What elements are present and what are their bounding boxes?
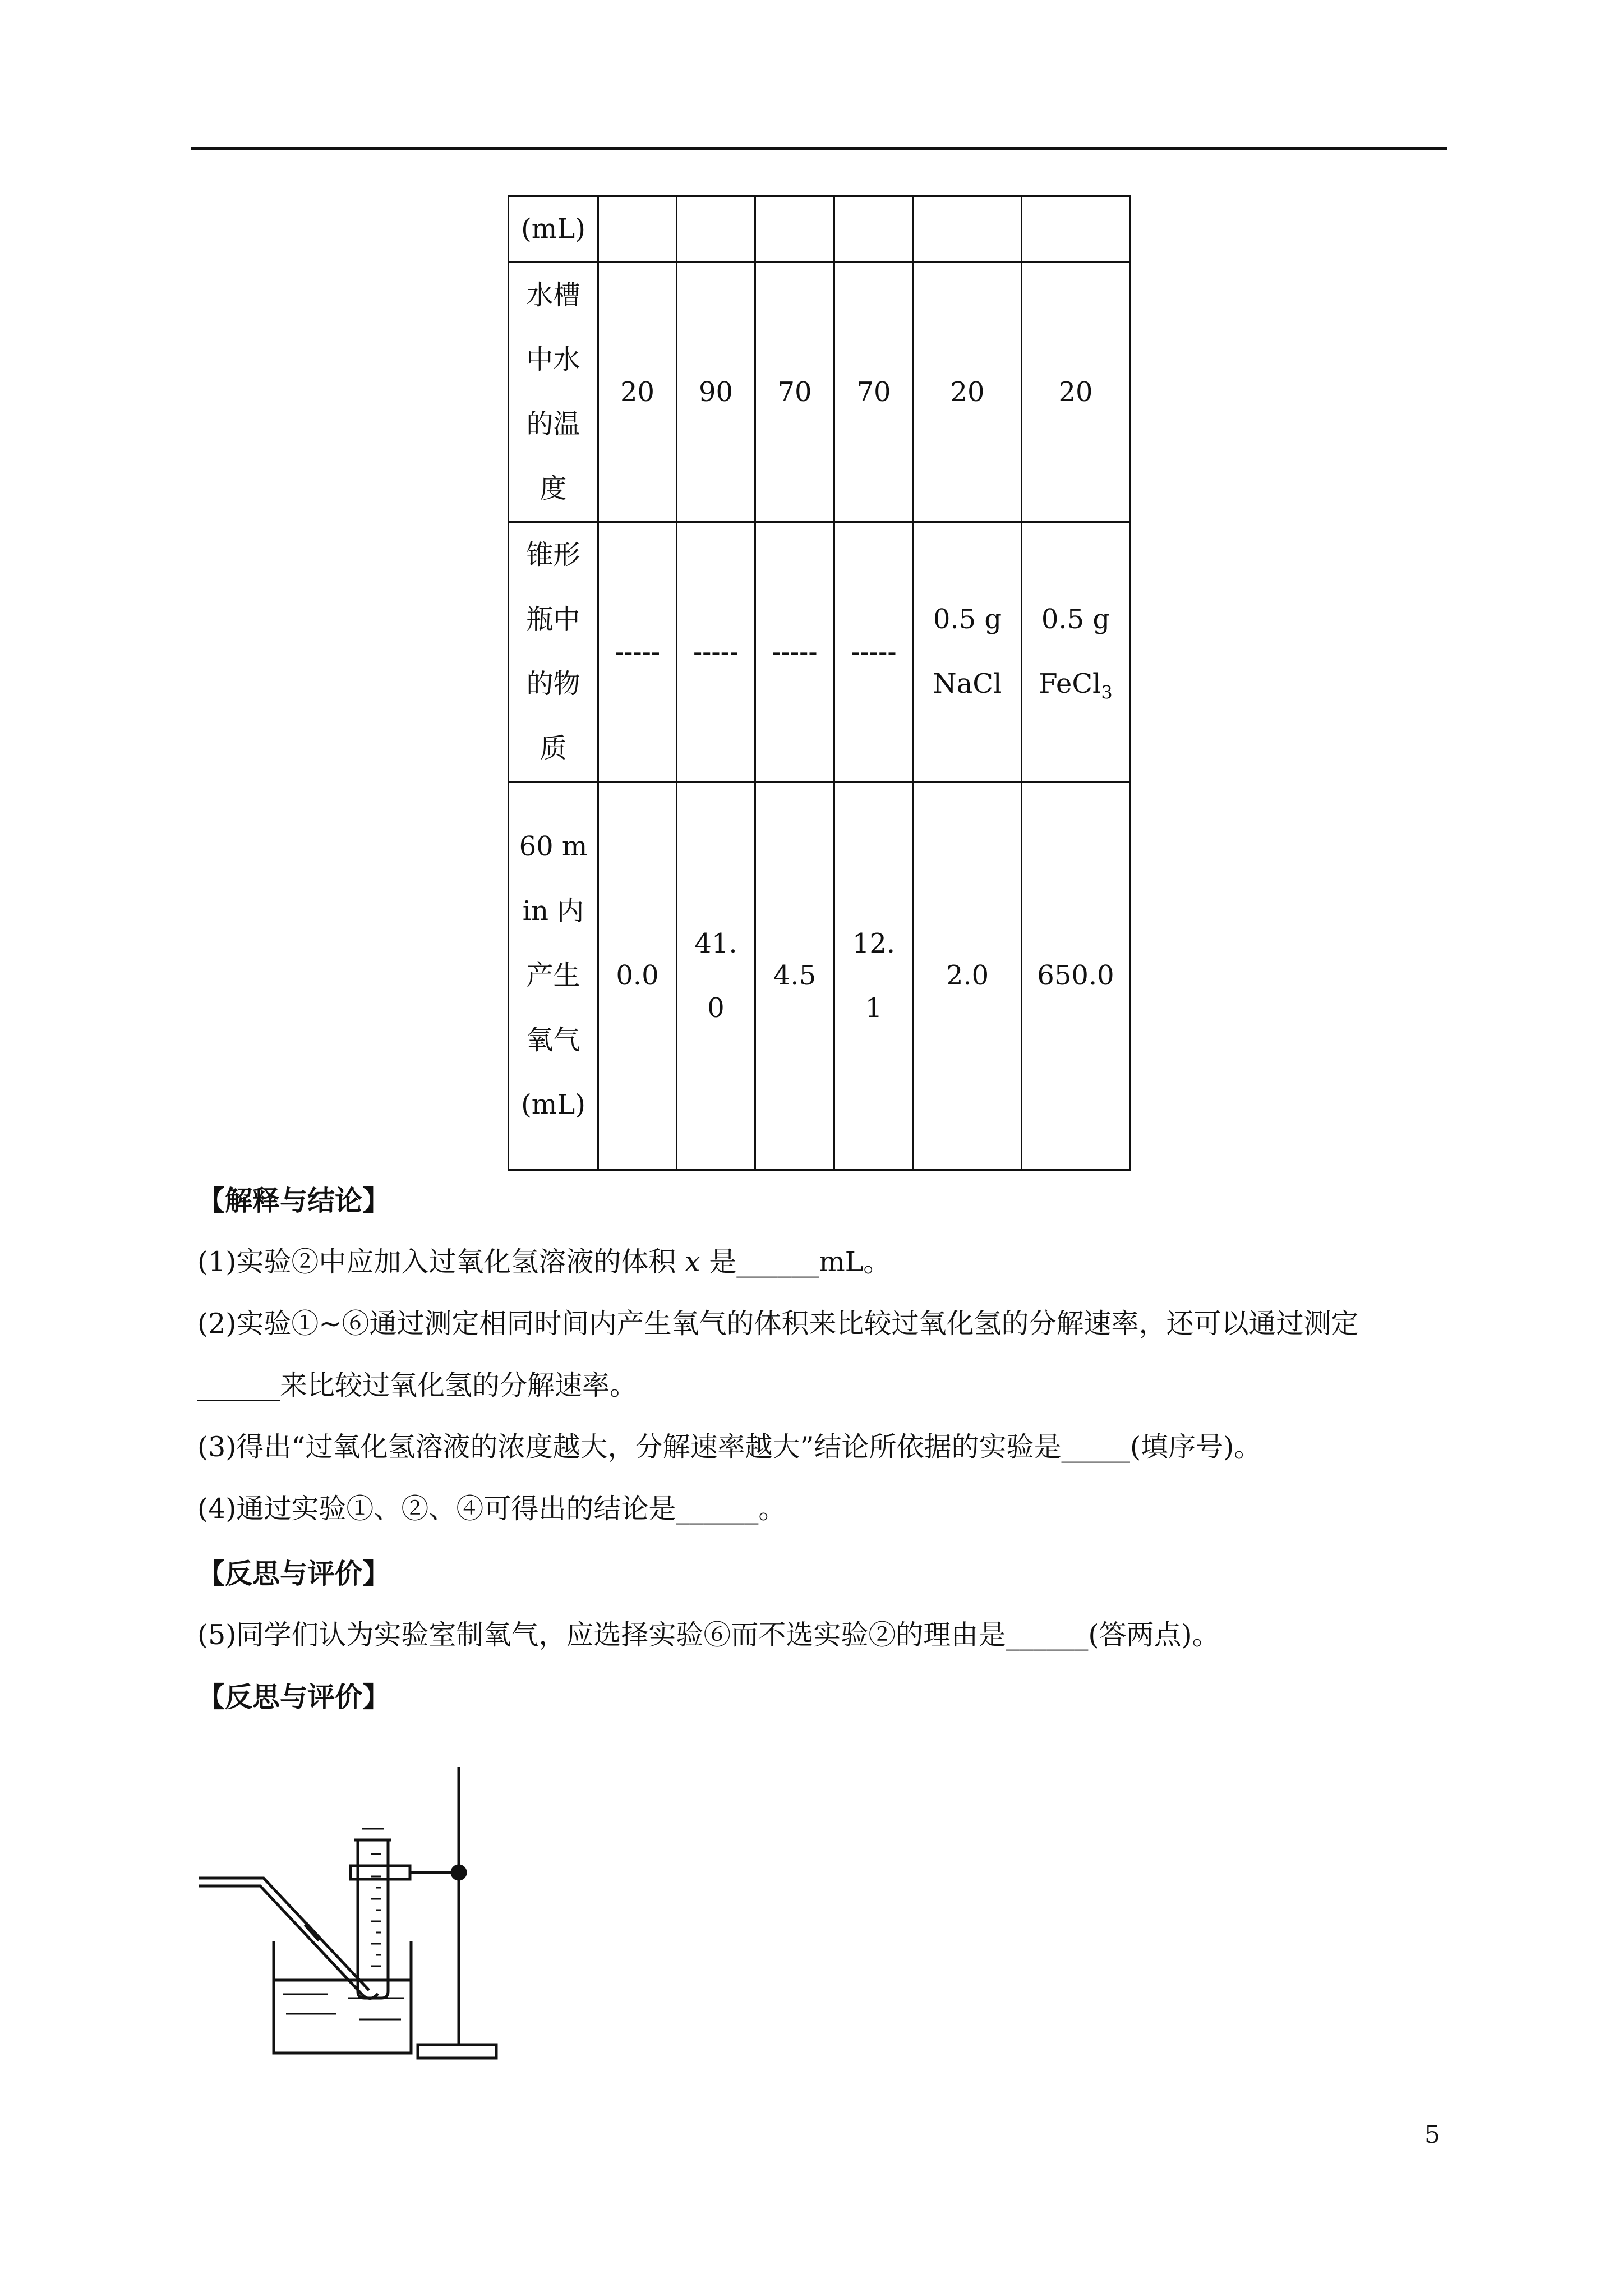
table-cell: 4.5: [755, 782, 834, 1170]
question-1-blank: 是______mL。: [700, 1246, 891, 1278]
table-cell: [1022, 522, 1130, 782]
graduated-cylinder: [358, 1840, 388, 1998]
table-cell: 41.0: [677, 782, 755, 1170]
section-heading-reflection: 【反思与评价】: [197, 1557, 390, 1590]
section-heading-conclusion: 【解释与结论】: [197, 1184, 390, 1217]
table-cell: -----: [834, 522, 914, 782]
question-5: (5)同学们认为实验室制氧气，应选择实验⑥而不选实验②的理由是______(答两点)。: [197, 1619, 1220, 1651]
table-cell: 70: [834, 263, 914, 522]
table-cell: 650.0: [1022, 782, 1130, 1170]
table-cell: -----: [677, 522, 755, 782]
table-cell: 20: [598, 263, 677, 522]
water-trough: [274, 1941, 411, 2053]
clamp-screw: [452, 1866, 465, 1879]
tube-bend: [362, 1994, 378, 1999]
header-rule: [191, 147, 1447, 150]
table-cell: -----: [598, 522, 677, 782]
table-cell: 90: [677, 263, 755, 522]
delivery-tube-inner: [199, 1886, 362, 1995]
table-cell: -----: [755, 522, 834, 782]
page-number: 5: [1424, 2120, 1440, 2149]
table-cell: 0.0: [598, 782, 677, 1170]
row-label: (mL): [509, 196, 598, 263]
question-2-line-2: ______来比较过氧化氢的分解速率。: [197, 1369, 638, 1401]
question-4: (4)通过实验①、②、④可得出的结论是______。: [197, 1493, 786, 1525]
experiment-data-table: [508, 195, 1131, 1171]
unit-row: [509, 196, 1130, 263]
table-cell: [834, 196, 914, 263]
table-cell: 20: [1022, 263, 1130, 522]
section-heading-reflection-2: 【反思与评价】: [197, 1681, 390, 1713]
gas-collection-apparatus-diagram: [191, 1756, 550, 2070]
row-label: 60 min 内产生氧气 (mL): [509, 782, 598, 1170]
question-2-line-1: (2)实验①~⑥通过测定相同时间内产生氧气的体积来比较过氧化氢的分解速率，还可以通过测定: [197, 1308, 1359, 1340]
formula-text: 0.5 g FeCl: [1039, 604, 1110, 700]
oxygen-row: [509, 782, 1130, 1170]
table-cell: 70: [755, 263, 834, 522]
row-label: 锥形瓶中的物质: [509, 522, 598, 782]
table-cell: 2.0: [914, 782, 1022, 1170]
table-cell: 20: [914, 263, 1022, 522]
substance-row: [509, 522, 1130, 782]
temperature-row: [509, 263, 1130, 522]
table-cell: 0.5 g NaCl: [914, 522, 1022, 782]
table-cell: [1022, 196, 1130, 263]
table-cell: [914, 196, 1022, 263]
stand-base: [418, 2045, 496, 2058]
table-cell: [677, 196, 755, 263]
table-cell: [598, 196, 677, 263]
question-1: [197, 1245, 891, 1279]
row-label: 水槽中水的温度: [509, 263, 598, 522]
variable-x: x: [685, 1246, 700, 1278]
formula-subscript: 3: [1101, 682, 1113, 703]
table-cell: [755, 196, 834, 263]
question-3: (3)得出“过氧化氢溶液的浓度越大，分解速率越大”结论所依据的实验是_____(填序号)。: [197, 1431, 1262, 1463]
table-cell: 12.1: [834, 782, 914, 1170]
question-1-text: (1)实验②中应加入过氧化氢溶液的体积: [197, 1246, 685, 1278]
